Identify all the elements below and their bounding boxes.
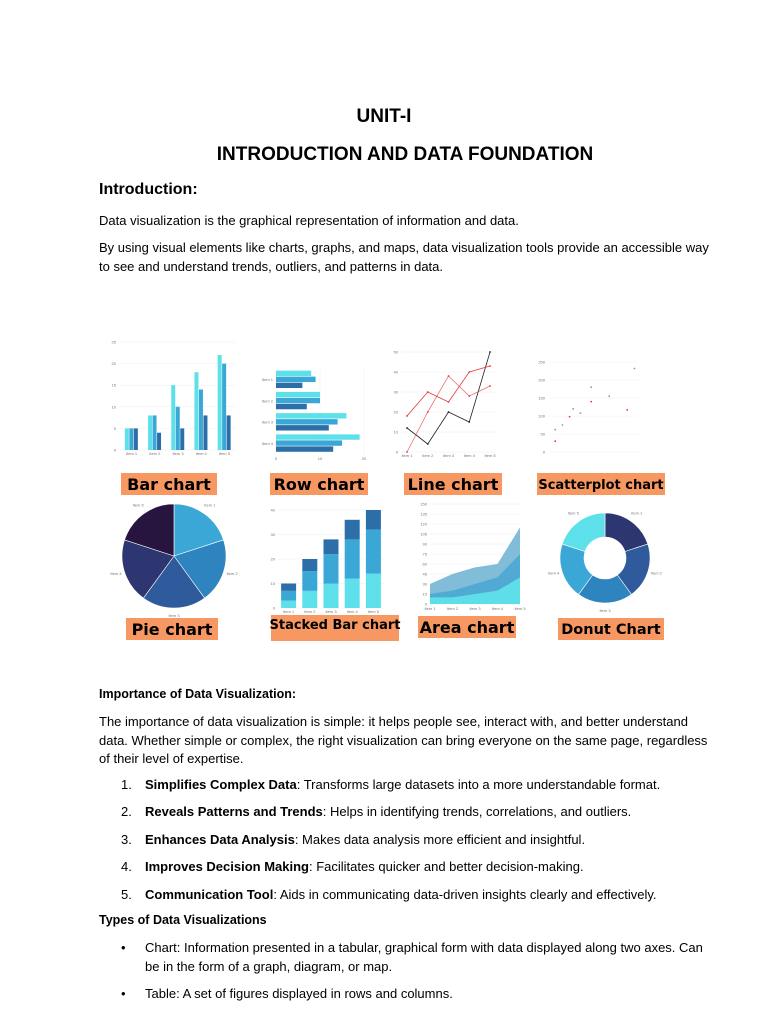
page-title: INTRODUCTION AND DATA FOUNDATION (216, 144, 594, 165)
scatter-point (608, 395, 610, 397)
bar-y-tick-label: 10 (111, 404, 116, 410)
line-chart-label: Line chart (407, 475, 499, 494)
donut-chart-label: Donut Chart (561, 622, 661, 638)
item-bold: Reveals Patterns and Trends (145, 804, 323, 820)
area-y-tick-label: 30 (422, 581, 427, 587)
importance-item (99, 803, 699, 830)
chart-types-infographic (96, 332, 676, 648)
area-y-tick-label: 120 (420, 521, 427, 527)
row-bar-mark (276, 404, 307, 409)
line-y-tick-label: 0 (395, 449, 398, 455)
stacked-bar-chart-label: Stacked Bar chart (269, 618, 401, 633)
stack-x-tick-label: Item 2 (304, 609, 316, 614)
intro-heading: Introduction: (99, 181, 198, 198)
line-point (468, 421, 470, 423)
stack-y-tick-label: 20 (270, 556, 275, 562)
scatter-point (572, 408, 574, 410)
stack-x-tick-label: Item 1 (283, 609, 295, 614)
bullet-icon: • (121, 940, 126, 955)
area-x-tick-label: Item 2 (446, 606, 459, 611)
line-point (489, 365, 491, 367)
pie-chart-panel (110, 503, 238, 640)
stacked-bar-segment (366, 510, 381, 530)
area-y-tick-label: 45 (422, 571, 427, 577)
bar-y-tick-label: 25 (111, 339, 116, 345)
bar-x-tick-label: Item 4 (195, 451, 207, 456)
stacked-bar-segment (345, 539, 360, 578)
stacked-bar-segment (302, 571, 317, 591)
item-text: : Transforms large datasets into a more understandable format. (296, 777, 661, 792)
stacked-bar-segment (324, 584, 339, 609)
stack-x-tick-label: Item 5 (367, 609, 379, 614)
item-text: : Aids in communicating data-driven insights clearly and effectively. (273, 886, 657, 902)
bar-mark (227, 415, 231, 450)
line-point (406, 451, 408, 453)
donut-slice (562, 513, 605, 552)
row-bar-mark (276, 392, 320, 397)
row-bar-mark (276, 440, 342, 445)
scatter-y-tick-label: 250 (538, 359, 545, 365)
line-y-tick-label: 10 (393, 429, 398, 435)
bar-x-tick-label: Item 5 (218, 451, 230, 456)
importance-item (99, 858, 699, 885)
donut-chart-panel (548, 510, 664, 640)
stack-y-tick-label: 40 (270, 507, 275, 513)
importance-item (99, 831, 699, 858)
row-x-tick-label: 0 (274, 456, 278, 461)
stack-y-tick-label: 10 (270, 581, 275, 586)
line-point (489, 385, 491, 387)
area-y-tick-label: 0 (424, 601, 427, 607)
area-x-tick-label: Item 4 (491, 606, 504, 611)
row-y-tick-label: Item 4 (261, 440, 273, 446)
bar-y-tick-label: 0 (113, 447, 116, 453)
line-point (448, 411, 450, 413)
row-bar-mark (276, 398, 320, 403)
scatter-point (634, 368, 636, 370)
line-series (407, 366, 490, 416)
scatter-y-tick-label: 200 (538, 377, 545, 383)
line-point (448, 401, 450, 403)
bar-chart-label: Bar chart (127, 475, 211, 494)
donut-slice-label: Item 4 (548, 570, 560, 576)
list-number: 2. (121, 804, 132, 820)
row-x-tick-label: 10 (317, 456, 323, 461)
bar-x-tick-label: Item 3 (172, 451, 184, 456)
area-x-tick-label: Item 1 (424, 606, 436, 611)
stacked-bar-segment (324, 539, 339, 554)
line-x-tick-label: Item 5 (484, 453, 496, 458)
line-series (407, 376, 490, 452)
bar-mark (129, 428, 133, 450)
donut-slice-label: Item 3 (599, 608, 611, 613)
pie-chart-label: Pie chart (131, 620, 213, 639)
importance-item (99, 886, 699, 913)
area-y-tick-label: 90 (422, 541, 427, 547)
area-y-tick-label: 105 (420, 531, 427, 537)
pie-slice-label: Item 1 (204, 502, 216, 508)
bar-mark (176, 407, 180, 450)
stacked-bar-segment (302, 591, 317, 608)
row-y-tick-label: Item 3 (261, 419, 273, 425)
line-chart-panel (394, 350, 502, 496)
row-bar-mark (276, 413, 346, 418)
item-bold: Enhances Data Analysis (145, 831, 295, 847)
area-y-tick-label: 75 (422, 551, 427, 557)
bar-mark (199, 390, 203, 450)
stacked-bar-segment (345, 520, 360, 540)
row-y-tick-label: Item 2 (261, 398, 273, 404)
bar-mark (134, 428, 138, 450)
types-list (99, 939, 709, 1013)
stacked-bar-segment (366, 530, 381, 574)
pie-slice-label: Item 3 (168, 613, 180, 618)
list-number: 5. (121, 886, 132, 902)
row-chart-panel (262, 369, 368, 495)
donut-slice-label: Item 2 (650, 570, 662, 576)
line-point (406, 415, 408, 417)
stacked-bar-chart-panel (270, 508, 401, 642)
intro-paragraph-2: By using visual elements like charts, graphs, and maps, data visualization tools provide an accessible way to see and understand trends, outliers, and patterns in data. (99, 240, 709, 274)
importance-list (99, 776, 699, 913)
pie-slice-label: Item 5 (132, 502, 144, 508)
list-number: 1. (121, 777, 132, 792)
bar-mark (203, 415, 207, 450)
item-bold: Improves Decision Making (145, 859, 309, 875)
item-text: : Makes data analysis more efficient and insightful. (294, 831, 586, 847)
line-point (427, 391, 429, 393)
stacked-bar-segment (302, 559, 317, 571)
importance-heading: Importance of Data Visualization: (99, 687, 297, 701)
stacked-bar-segment (281, 601, 296, 608)
scatter-point (626, 409, 628, 411)
line-x-tick-label: Item 3 (442, 453, 455, 458)
line-y-tick-label: 50 (393, 349, 398, 355)
donut-slice (605, 513, 648, 552)
scatter-y-tick-label: 100 (538, 413, 545, 419)
area-chart-panel (418, 502, 526, 639)
area-y-tick-label: 15 (422, 591, 427, 597)
area-chart-label: Area chart (419, 618, 515, 637)
scatter-y-tick-label: 50 (540, 431, 545, 437)
line-point (406, 427, 408, 429)
bar-y-tick-label: 5 (113, 425, 116, 431)
pie-slice-label: Item 4 (110, 570, 122, 576)
scatter-chart-panel (537, 360, 665, 496)
types-item (99, 985, 709, 1004)
scatter-point (590, 386, 592, 388)
area-x-tick-label: Item 3 (469, 606, 481, 611)
line-series (407, 352, 490, 444)
scatter-point (554, 440, 556, 442)
bar-mark (148, 415, 152, 450)
line-y-tick-label: 40 (393, 369, 398, 375)
scatter-y-tick-label: 150 (538, 395, 545, 401)
stacked-bar-segment (366, 574, 381, 608)
line-y-tick-label: 20 (393, 409, 398, 415)
scatter-chart-label: Scatterplot chart (538, 478, 664, 493)
bar-mark (218, 355, 222, 450)
row-bar-mark (276, 377, 316, 382)
bar-x-tick-label: Item 1 (126, 451, 138, 456)
row-bar-mark (276, 434, 360, 439)
line-point (468, 395, 470, 397)
area-y-tick-label: 60 (422, 561, 427, 567)
bar-chart-panel (112, 340, 236, 496)
line-x-tick-label: Item 4 (463, 453, 475, 458)
bar-mark (125, 428, 129, 450)
bar-mark (180, 428, 184, 450)
bar-mark (222, 364, 226, 450)
scatter-y-tick-label: 0 (542, 449, 545, 455)
line-point (468, 371, 470, 373)
bar-y-tick-label: 15 (111, 382, 116, 388)
importance-item (99, 776, 699, 803)
row-chart-label: Row chart (273, 475, 365, 494)
stacked-bar-segment (345, 579, 360, 608)
row-bar-mark (276, 419, 338, 424)
item-text: Chart: Information presented in a tabular, graphical form with data displayed along two axes. Can be in the form of a graph, diagram, or map. (145, 940, 703, 974)
item-text: Table: A set of figures displayed in rows and columns. (145, 986, 453, 1001)
stack-y-tick-label: 30 (270, 532, 275, 537)
stacked-bar-segment (324, 554, 339, 583)
stack-x-tick-label: Item 3 (325, 609, 337, 614)
donut-slice-label: Item 1 (631, 510, 643, 516)
importance-paragraph: The importance of data visualization is simple: it helps people see, interact with, and better understand data. Whether simple or complex, the right visualization can bring everyone on the same page, regardless of their level of expertise. (99, 714, 708, 766)
scatter-point (562, 424, 564, 426)
line-point (489, 351, 491, 353)
item-bold: Simplifies Complex Data (145, 777, 297, 792)
bar-y-tick-label: 20 (111, 361, 116, 367)
list-number: 3. (121, 831, 132, 847)
types-item (99, 939, 709, 976)
donut-slice-label: Item 5 (567, 510, 579, 516)
line-x-tick-label: Item 1 (401, 453, 413, 458)
scatter-point (580, 412, 582, 414)
bar-x-tick-label: Item 2 (149, 451, 161, 456)
line-point (427, 411, 429, 413)
row-x-tick-label: 20 (361, 456, 367, 461)
line-point (427, 443, 429, 445)
bullet-icon: • (121, 986, 126, 1001)
stacked-bar-segment (281, 584, 296, 591)
row-bar-mark (276, 425, 329, 430)
area-y-tick-label: 150 (420, 501, 427, 507)
types-heading: Types of Data Visualizations (99, 913, 267, 927)
scatter-point (569, 416, 571, 418)
item-text: : Helps in identifying trends, correlations, and outliers. (322, 804, 632, 820)
bar-mark (194, 372, 198, 450)
scatter-point (590, 401, 592, 403)
scatter-point (554, 429, 556, 431)
bar-mark (153, 415, 157, 450)
stack-y-tick-label: 0 (272, 605, 275, 611)
list-number: 4. (121, 859, 132, 875)
stack-x-tick-label: Item 4 (346, 609, 358, 614)
row-bar-mark (276, 383, 302, 388)
row-y-tick-label: Item 1 (261, 377, 273, 383)
bar-mark (157, 433, 161, 450)
row-bar-mark (276, 446, 333, 451)
stacked-bar-segment (281, 591, 296, 601)
area-y-tick-label: 135 (420, 511, 427, 517)
pie-slice-label: Item 2 (226, 570, 238, 576)
area-x-tick-label: Item 5 (514, 606, 526, 611)
bar-mark (171, 385, 175, 450)
line-y-tick-label: 30 (393, 389, 398, 395)
row-bar-mark (276, 371, 311, 376)
item-text: : Facilitates quicker and better decision-making. (309, 859, 584, 875)
intro-paragraph-1: Data visualization is the graphical representation of information and data. (99, 213, 519, 228)
line-point (448, 375, 450, 377)
unit-heading: UNIT-I (356, 106, 412, 127)
item-bold: Communication Tool (145, 886, 274, 902)
line-x-tick-label: Item 2 (422, 453, 434, 458)
